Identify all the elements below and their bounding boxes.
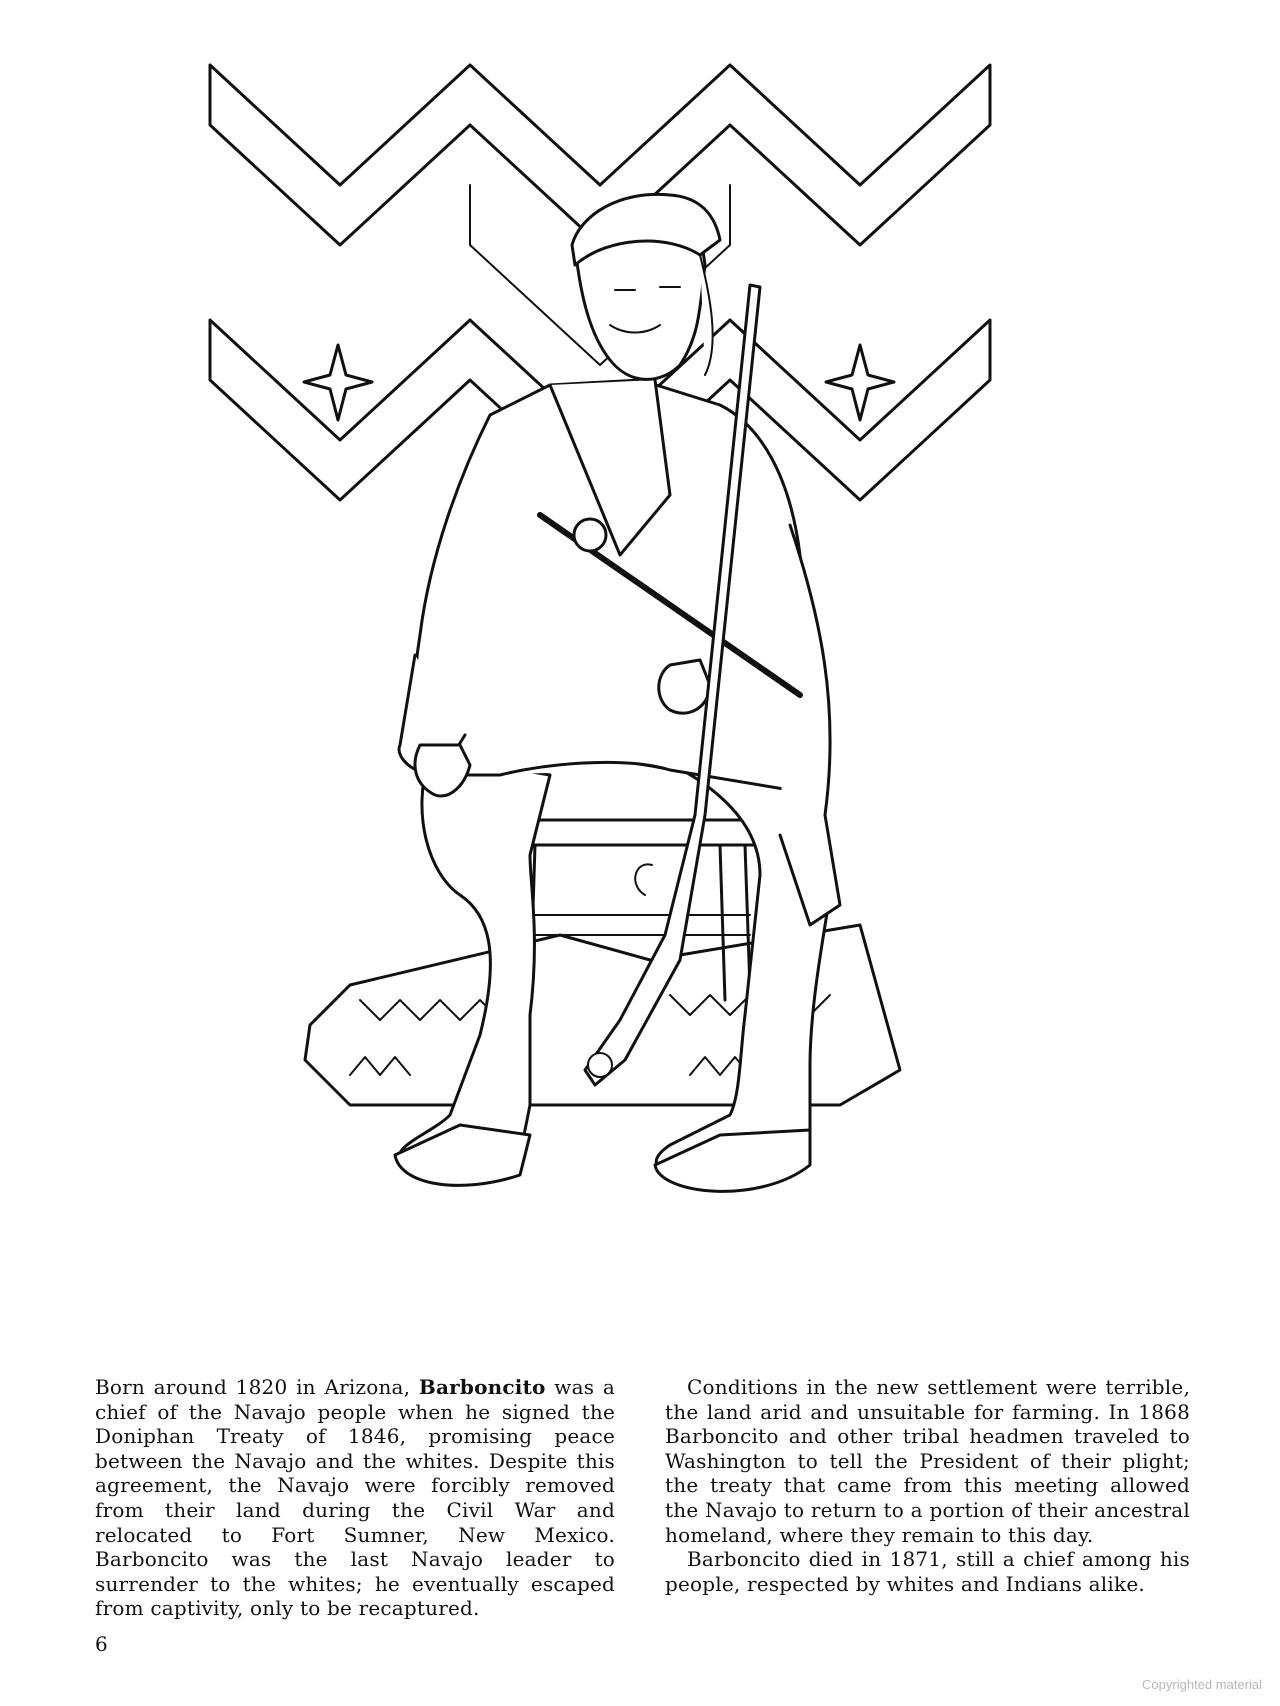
- left-paragraph: [95, 1375, 615, 1621]
- left-moccasin: [395, 1125, 530, 1185]
- barboncito-illustration: [200, 55, 1020, 1345]
- right-hand: [659, 660, 710, 713]
- four-point-star-icon: [826, 345, 894, 420]
- left-paragraph-rest: was a chief of the Navajo people when he signed the Doniphan Treaty of 1846, promising peace between the Navajo and the whites. Despite this agreement, the Navajo were forcibly removed from their land during the Civil War and relocated to Fort Sumner, New Mexico. Barboncito was the last Navajo leader to surrender to the whites; he eventually escaped from captivity, only to be recaptured.: [95, 1375, 615, 1621]
- right-paragraph-2: Barboncito died in 1871, still a chief among his people, respected by whites and Indians alike.: [665, 1547, 1190, 1596]
- left-column-text: [95, 1375, 615, 1621]
- right-column-text: [665, 1375, 1190, 1596]
- page-number: 6: [95, 1632, 108, 1656]
- left-paragraph-start: Born around 1820 in Arizona,: [95, 1375, 419, 1399]
- right-paragraph-1: Conditions in the new settlement were terrible, the land arid and unsuitable for farming. In 1868 Barboncito and other tribal headmen traveled to Washington to tell the President of their plight; the treaty that came from this meeting allowed the Navajo to return to a portion of their ancestral homeland, where they remain to this day.: [665, 1375, 1190, 1547]
- subject-name: Barboncito: [418, 1375, 546, 1399]
- copyright-notice: Copyrighted material: [1142, 1677, 1262, 1692]
- four-point-star-icon: [304, 345, 372, 420]
